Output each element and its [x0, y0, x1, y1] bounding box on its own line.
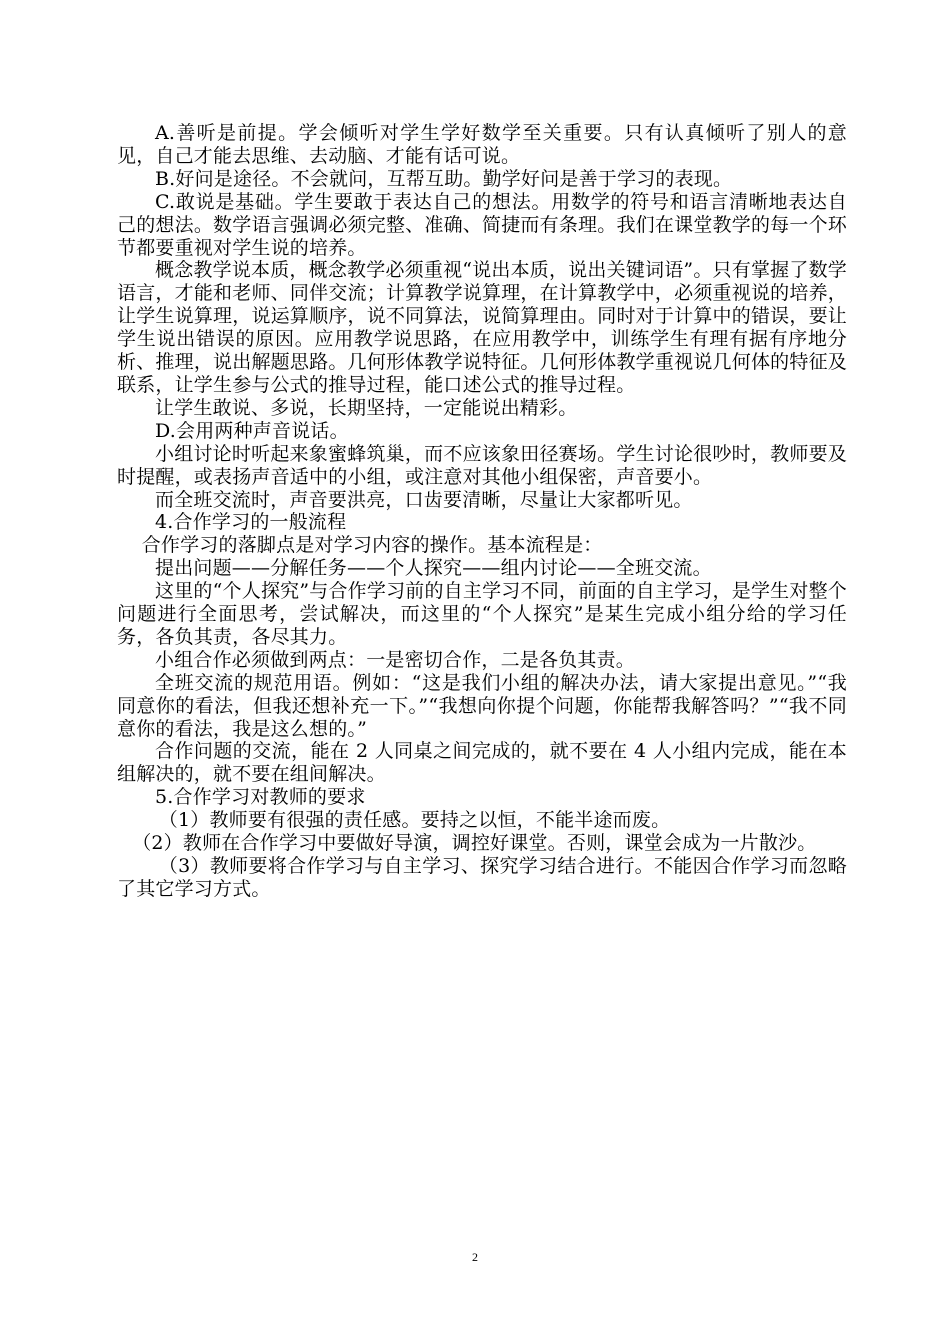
paragraph-process-intro: 合作学习的落脚点是对学习内容的操作。基本流程是：	[141, 534, 603, 557]
paragraph-individual-inquiry: 这里的“个人探究”与合作学习前的自主学习不同，前面的自主学习，是学生对整个问题进行全面思考，尝试解决，而这里的“个人探究”是某生完成小组分给的学习任务，各负其责，各尽其力。	[117, 580, 847, 648]
requirement-item-3: （3）教师要将合作学习与自主学习、探究学习结合进行。不能因合作学习而忽略了其它学习方式。	[117, 855, 847, 900]
paragraph-class-exchange: 而全班交流时，声音要洪亮，口齿要清晰，尽量让大家都听见。	[155, 488, 693, 511]
paragraph-process-steps: 提出问题——分解任务——个人探究——组内讨论——全班交流。	[155, 557, 712, 580]
paragraph-two-points: 小组合作必须做到两点：一是密切合作，二是各负其责。	[155, 648, 636, 671]
document-body	[117, 122, 847, 901]
page-number: 2	[472, 1250, 478, 1264]
heading-cooperative-process: 4.合作学习的一般流程	[155, 511, 347, 534]
paragraph-group-discussion: 小组讨论时听起来象蜜蜂筑巢，而不应该象田径赛场。学生讨论很吵时，教师要及时提醒，或表扬声音适中的小组，或注意对其他小组保密，声音要小。	[117, 442, 847, 488]
paragraph-speaking: C.敢说是基础。学生要敢于表达自己的想法。用数学的符号和语言清晰地表达自己的想法。数学语言强调必须完整、准确、简捷而有条理。我们在课堂教学的每一个环节都要重视对学生说的培养。	[117, 190, 847, 259]
requirement-item-1: （1）教师要有很强的责任感。要持之以恒，不能半途而废。	[158, 809, 671, 832]
paragraph-teaching-methods: 概念教学说本质，概念教学必须重视“说出本质，说出关键词语”。只有掌握了数学语言，才能和老师、同伴交流；计算教学说算理，在计算教学中，必须重视说的培养，让学生说算理，说运算顺序，说不同算法，说简算理由。同时对于计算中的错误，要让学生说出错误的原因。应用教学说思路，在应用教学中，训练学生有理有据有序地分析、推理，说出解题思路。几何形体教学说特征。几何形体教学重视说几何体的特征及联系，让学生参与公式的推导过程，能口述公式的推导过程。	[117, 259, 847, 396]
paragraph-standard-phrases: 全班交流的规范用语。例如：“这是我们小组的解决办法，请大家提出意见。”“我同意你的看法，但我还想补充一下。”“我想向你提个问题，你能帮我解答吗？”“我不同意你的看法，我是这么想的。”	[117, 671, 847, 740]
paragraph-asking: B.好问是途径。不会就问，互帮互助。勤学好问是善于学习的表现。	[155, 167, 733, 190]
paragraph-encourage: 让学生敢说、多说，长期坚持，一定能说出精彩。	[155, 396, 578, 419]
paragraph-two-voices: D.会用两种声音说话。	[155, 419, 349, 442]
paragraph-exchange-scope: 合作问题的交流，能在 2 人同桌之间完成的，就不要在 4 人小组内完成，能在本组解决的，就不要在组间解决。	[117, 740, 847, 786]
paragraph-listening: A.善听是前提。学会倾听对学生学好数学至关重要。只有认真倾听了别人的意见，自己才能去思维、去动脑、才能有话可说。	[117, 122, 847, 167]
requirement-item-2: （2）教师在合作学习中要做好导演，调控好课堂。否则，课堂会成为一片散沙。	[132, 832, 817, 855]
heading-teacher-requirements: 5.合作学习对教师的要求	[155, 786, 366, 809]
